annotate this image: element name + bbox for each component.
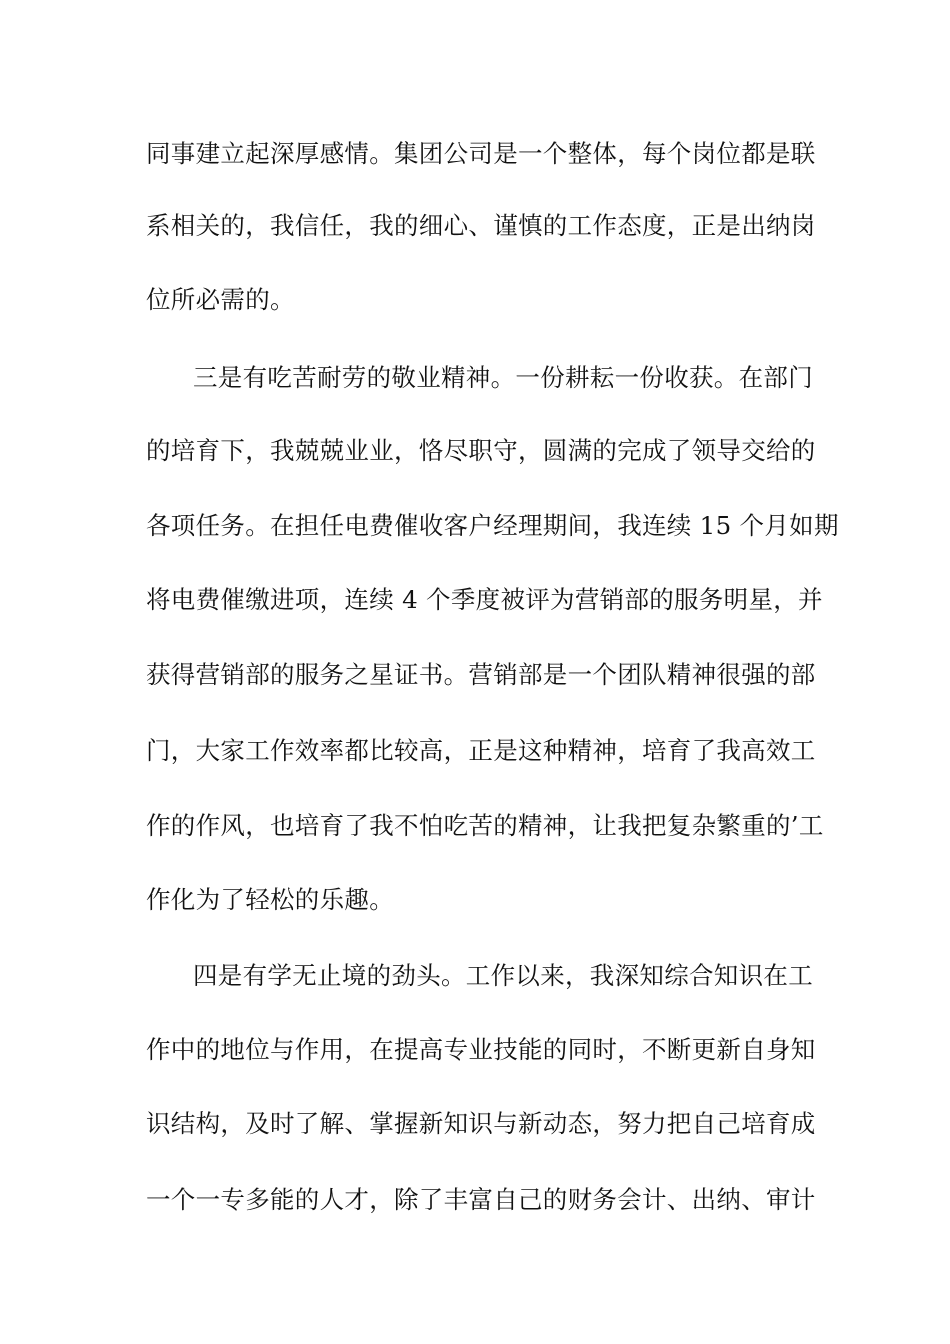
text-line-6: 各项任务。在担任电费催收客户经理期间，我连续 15 个月如期	[146, 511, 839, 540]
text-line-2: 系相关的，我信任，我的细心、谨慎的工作态度，正是出纳岗	[146, 211, 816, 240]
text-line-8: 获得营销部的服务之星证书。营销部是一个团队精神很强的部	[146, 660, 816, 689]
text-line-11: 作化为了轻松的乐趣。	[146, 885, 394, 914]
text-line-5: 的培育下，我兢兢业业，恪尽职守，圆满的完成了领导交给的	[146, 436, 816, 465]
text-line-3: 位所必需的。	[146, 285, 295, 314]
text-line-9: 门，大家工作效率都比较高，正是这种精神，培育了我高效工	[146, 736, 816, 765]
text-line-13: 作中的地位与作用，在提高专业技能的同时，不断更新自身知	[146, 1035, 816, 1064]
text-line-12: 四是有学无止境的劲头。工作以来，我深知综合知识在工	[193, 961, 813, 990]
text-line-4: 三是有吃苦耐劳的敬业精神。一份耕耘一份收获。在部门	[193, 363, 813, 392]
text-line-1: 同事建立起深厚感情。集团公司是一个整体，每个岗位都是联	[146, 139, 816, 168]
text-line-7: 将电费催缴进项，连续 4 个季度被评为营销部的服务明星，并	[146, 585, 823, 614]
text-line-10: 作的作风，也培育了我不怕吃苦的精神，让我把复杂繁重的’工	[146, 811, 824, 840]
text-line-15: 一个一专多能的人才，除了丰富自己的财务会计、出纳、审计	[146, 1185, 816, 1214]
text-line-14: 识结构，及时了解、掌握新知识与新动态，努力把自己培育成	[146, 1109, 816, 1138]
